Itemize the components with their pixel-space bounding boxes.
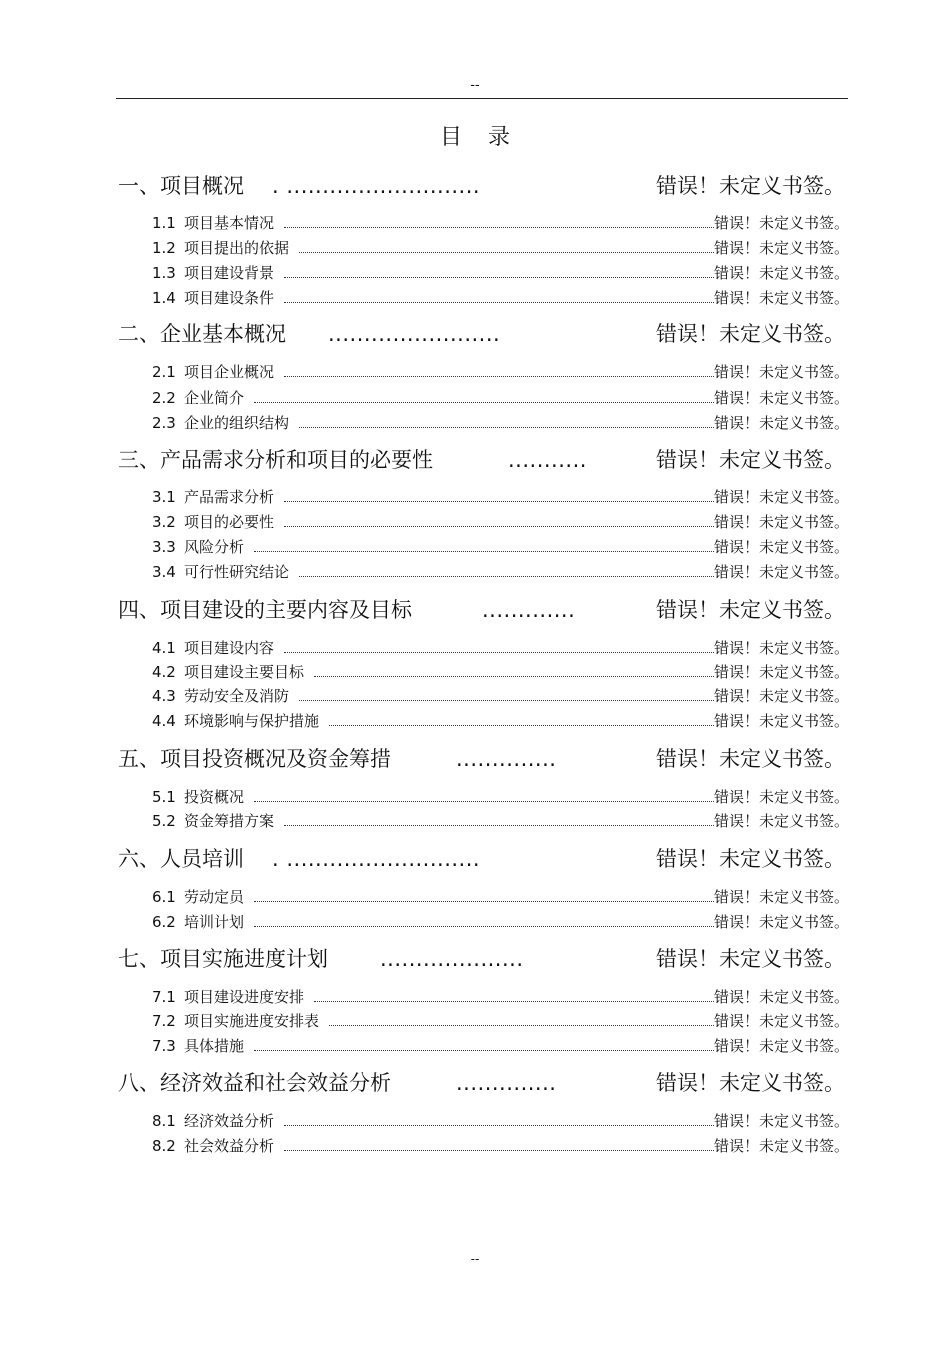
toc-entry-label: 企业的组织结构: [184, 414, 290, 432]
toc-entry-number: 1.1: [152, 214, 176, 232]
toc-entry-number: 8.2: [152, 1137, 176, 1155]
toc-entry-label: 产品需求分析: [184, 488, 275, 506]
toc-entry-label: 项目实施进度安排表: [184, 1012, 320, 1030]
footer-mark: --: [470, 1252, 480, 1266]
toc-entry-number: 2.2: [152, 389, 176, 407]
toc-section-label: 六、人员培训: [118, 847, 244, 871]
toc-entry-error: 错误！未定义书签。: [714, 513, 850, 531]
toc-dot-leader: [284, 1110, 714, 1126]
toc-entry-label: 项目建设进度安排: [184, 988, 305, 1006]
toc-section-error: 错误！未定义书签。: [656, 174, 845, 198]
toc-entry[interactable]: [0, 1035, 950, 1057]
toc-entry-label: 项目提出的依据: [184, 239, 290, 257]
toc-entry-error: 错误！未定义书签。: [714, 663, 850, 681]
toc-section-dots: ....................: [380, 947, 524, 971]
toc-section-dots: ...........: [508, 448, 587, 472]
toc-entry[interactable]: [0, 561, 950, 583]
toc-entry-label: 投资概况: [184, 788, 245, 806]
toc-entry[interactable]: [0, 986, 950, 1008]
toc-entry-number: 6.1: [152, 888, 176, 906]
toc-entry-number: 8.1: [152, 1112, 176, 1130]
toc-section[interactable]: [0, 745, 950, 773]
toc-section[interactable]: [0, 1069, 950, 1097]
toc-entry-error: 错误！未定义书签。: [714, 488, 850, 506]
toc-entry-label: 具体措施: [184, 1037, 245, 1055]
toc-entry-error: 错误！未定义书签。: [714, 563, 850, 581]
toc-entry[interactable]: [0, 886, 950, 908]
toc-entry-label: 项目建设背景: [184, 264, 275, 282]
toc-entry[interactable]: [0, 810, 950, 832]
toc-dot-leader: [284, 262, 714, 278]
toc-section-label: 八、经济效益和社会效益分析: [118, 1071, 391, 1095]
toc-entry[interactable]: [0, 412, 950, 434]
toc-dot-leader: [254, 786, 714, 802]
toc-entry[interactable]: [0, 1010, 950, 1032]
toc-section-error: 错误！未定义书签。: [656, 747, 845, 771]
toc-entry-number: 7.2: [152, 1012, 176, 1030]
toc-entry-label: 劳动安全及消防: [184, 687, 290, 705]
toc-section-error: 错误！未定义书签。: [656, 947, 845, 971]
toc-section-label: 一、项目概况: [118, 174, 244, 198]
toc-dot-leader: [299, 237, 714, 253]
toc-entry-number: 1.3: [152, 264, 176, 282]
toc-entry-number: 3.1: [152, 488, 176, 506]
toc-entry-number: 4.2: [152, 663, 176, 681]
toc-section[interactable]: [0, 446, 950, 474]
toc-dot-leader: [284, 486, 714, 502]
toc-entry-label: 项目的必要性: [184, 513, 275, 531]
toc-entry-error: 错误！未定义书签。: [714, 812, 850, 830]
toc-entry-error: 错误！未定义书签。: [714, 389, 850, 407]
header-rule: [116, 98, 848, 99]
toc-entry-error: 错误！未定义书签。: [714, 639, 850, 657]
toc-entry[interactable]: [0, 1110, 950, 1132]
toc-dot-leader: [254, 536, 714, 552]
toc-entry-label: 项目建设内容: [184, 639, 275, 657]
toc-section[interactable]: [0, 845, 950, 873]
toc-section-label: 五、项目投资概况及资金筹措: [118, 747, 391, 771]
toc-entry[interactable]: [0, 511, 950, 533]
toc-dot-leader: [284, 287, 714, 303]
toc-entry-error: 错误！未定义书签。: [714, 214, 850, 232]
toc-entry-label: 可行性研究结论: [184, 563, 290, 581]
toc-entry-label: 劳动定员: [184, 888, 245, 906]
toc-entry-number: 7.3: [152, 1037, 176, 1055]
toc-section-label: 七、项目实施进度计划: [118, 947, 328, 971]
toc-entry-error: 错误！未定义书签。: [714, 414, 850, 432]
toc-entry-error: 错误！未定义书签。: [714, 888, 850, 906]
toc-dot-leader: [284, 511, 714, 527]
toc-dot-leader: [329, 1010, 714, 1026]
toc-section-label: 四、项目建设的主要内容及目标: [118, 598, 412, 622]
toc-section[interactable]: [0, 320, 950, 348]
toc-entry-number: 5.2: [152, 812, 176, 830]
toc-entry[interactable]: [0, 710, 950, 732]
toc-entry-label: 企业简介: [184, 389, 245, 407]
toc-section-error: 错误！未定义书签。: [656, 322, 845, 346]
toc-section-label: 三、产品需求分析和项目的必要性: [118, 448, 433, 472]
toc-entry[interactable]: [0, 911, 950, 933]
toc-entry-label: 风险分析: [184, 538, 245, 556]
toc-entry[interactable]: [0, 661, 950, 683]
toc-entry[interactable]: [0, 685, 950, 707]
toc-section[interactable]: [0, 945, 950, 973]
toc-section-dots: ..............: [456, 747, 557, 771]
toc-entry-error: 错误！未定义书签。: [714, 289, 850, 307]
toc-entry-label: 项目建设主要目标: [184, 663, 305, 681]
toc-dot-leader: [254, 911, 714, 927]
toc-dot-leader: [314, 986, 714, 1002]
toc-entry[interactable]: [0, 536, 950, 558]
toc-section-error: 错误！未定义书签。: [656, 1071, 845, 1095]
toc-dot-leader: [284, 637, 714, 653]
toc-dot-leader: [254, 387, 714, 403]
toc-entry-error: 错误！未定义书签。: [714, 712, 850, 730]
toc-entry[interactable]: [0, 237, 950, 259]
toc-entry-number: 4.4: [152, 712, 176, 730]
toc-entry[interactable]: [0, 637, 950, 659]
toc-dot-leader: [254, 886, 714, 902]
toc-dot-leader: [299, 561, 714, 577]
toc-entry-error: 错误！未定义书签。: [714, 538, 850, 556]
toc-entry-error: 错误！未定义书签。: [714, 363, 850, 381]
toc-entry[interactable]: [0, 1135, 950, 1157]
toc-entry-number: 6.2: [152, 913, 176, 931]
header-mark: --: [470, 78, 480, 93]
toc-entry-number: 4.1: [152, 639, 176, 657]
toc-section-dots: .............: [482, 598, 576, 622]
toc-entry-error: 错误！未定义书签。: [714, 1112, 850, 1130]
toc-dot-leader: [284, 361, 714, 377]
toc-entry-label: 资金筹措方案: [184, 812, 275, 830]
toc-entry-error: 错误！未定义书签。: [714, 1137, 850, 1155]
toc-section-dots: ........................: [328, 322, 501, 346]
toc-section-error: 错误！未定义书签。: [656, 598, 845, 622]
toc-entry[interactable]: [0, 361, 950, 383]
toc-entry-number: 4.3: [152, 687, 176, 705]
toc-dot-leader: [284, 1135, 714, 1151]
toc-entry-error: 错误！未定义书签。: [714, 687, 850, 705]
toc-entry-number: 3.4: [152, 563, 176, 581]
toc-entry[interactable]: [0, 486, 950, 508]
toc-section-label: 二、企业基本概况: [118, 322, 286, 346]
toc-entry[interactable]: [0, 786, 950, 808]
toc-entry-label: 经济效益分析: [184, 1112, 275, 1130]
toc-section-error: 错误！未定义书签。: [656, 847, 845, 871]
toc-entry-error: 错误！未定义书签。: [714, 1037, 850, 1055]
toc-title: 目录: [439, 125, 536, 150]
toc-entry-error: 错误！未定义书签。: [714, 239, 850, 257]
toc-entry-number: 2.3: [152, 414, 176, 432]
toc-dot-leader: [254, 1035, 714, 1051]
toc-entry-number: 3.2: [152, 513, 176, 531]
toc-entry-number: 7.1: [152, 988, 176, 1006]
toc-entry[interactable]: [0, 212, 950, 234]
toc-section-dots: . ...........................: [272, 847, 481, 871]
toc-entry-number: 1.2: [152, 239, 176, 257]
toc-entry-label: 社会效益分析: [184, 1137, 275, 1155]
toc-entry[interactable]: [0, 387, 950, 409]
toc-section[interactable]: [0, 172, 950, 200]
toc-entry-label: 培训计划: [184, 913, 245, 931]
toc-dot-leader: [284, 810, 714, 826]
toc-entry-error: 错误！未定义书签。: [714, 913, 850, 931]
toc-entry-error: 错误！未定义书签。: [714, 1012, 850, 1030]
toc-dot-leader: [284, 212, 714, 228]
toc-dot-leader: [299, 412, 714, 428]
toc-entry-error: 错误！未定义书签。: [714, 788, 850, 806]
toc-entry-error: 错误！未定义书签。: [714, 988, 850, 1006]
toc-entry[interactable]: [0, 262, 950, 284]
toc-entry-number: 2.1: [152, 363, 176, 381]
toc-entry-label: 项目基本情况: [184, 214, 275, 232]
toc-section-error: 错误！未定义书签。: [656, 448, 845, 472]
toc-entry-number: 1.4: [152, 289, 176, 307]
toc-section[interactable]: [0, 596, 950, 624]
toc-entry-number: 3.3: [152, 538, 176, 556]
toc-entry-number: 5.1: [152, 788, 176, 806]
toc-section-dots: . ...........................: [272, 174, 481, 198]
toc-entry-label: 项目建设条件: [184, 289, 275, 307]
toc-dot-leader: [299, 685, 714, 701]
toc-dot-leader: [314, 661, 714, 677]
toc-entry[interactable]: [0, 287, 950, 309]
toc-section-dots: ..............: [456, 1071, 557, 1095]
toc-entry-label: 环境影响与保护措施: [184, 712, 320, 730]
toc-entry-label: 项目企业概况: [184, 363, 275, 381]
toc-entry-error: 错误！未定义书签。: [714, 264, 850, 282]
toc-dot-leader: [329, 710, 714, 726]
